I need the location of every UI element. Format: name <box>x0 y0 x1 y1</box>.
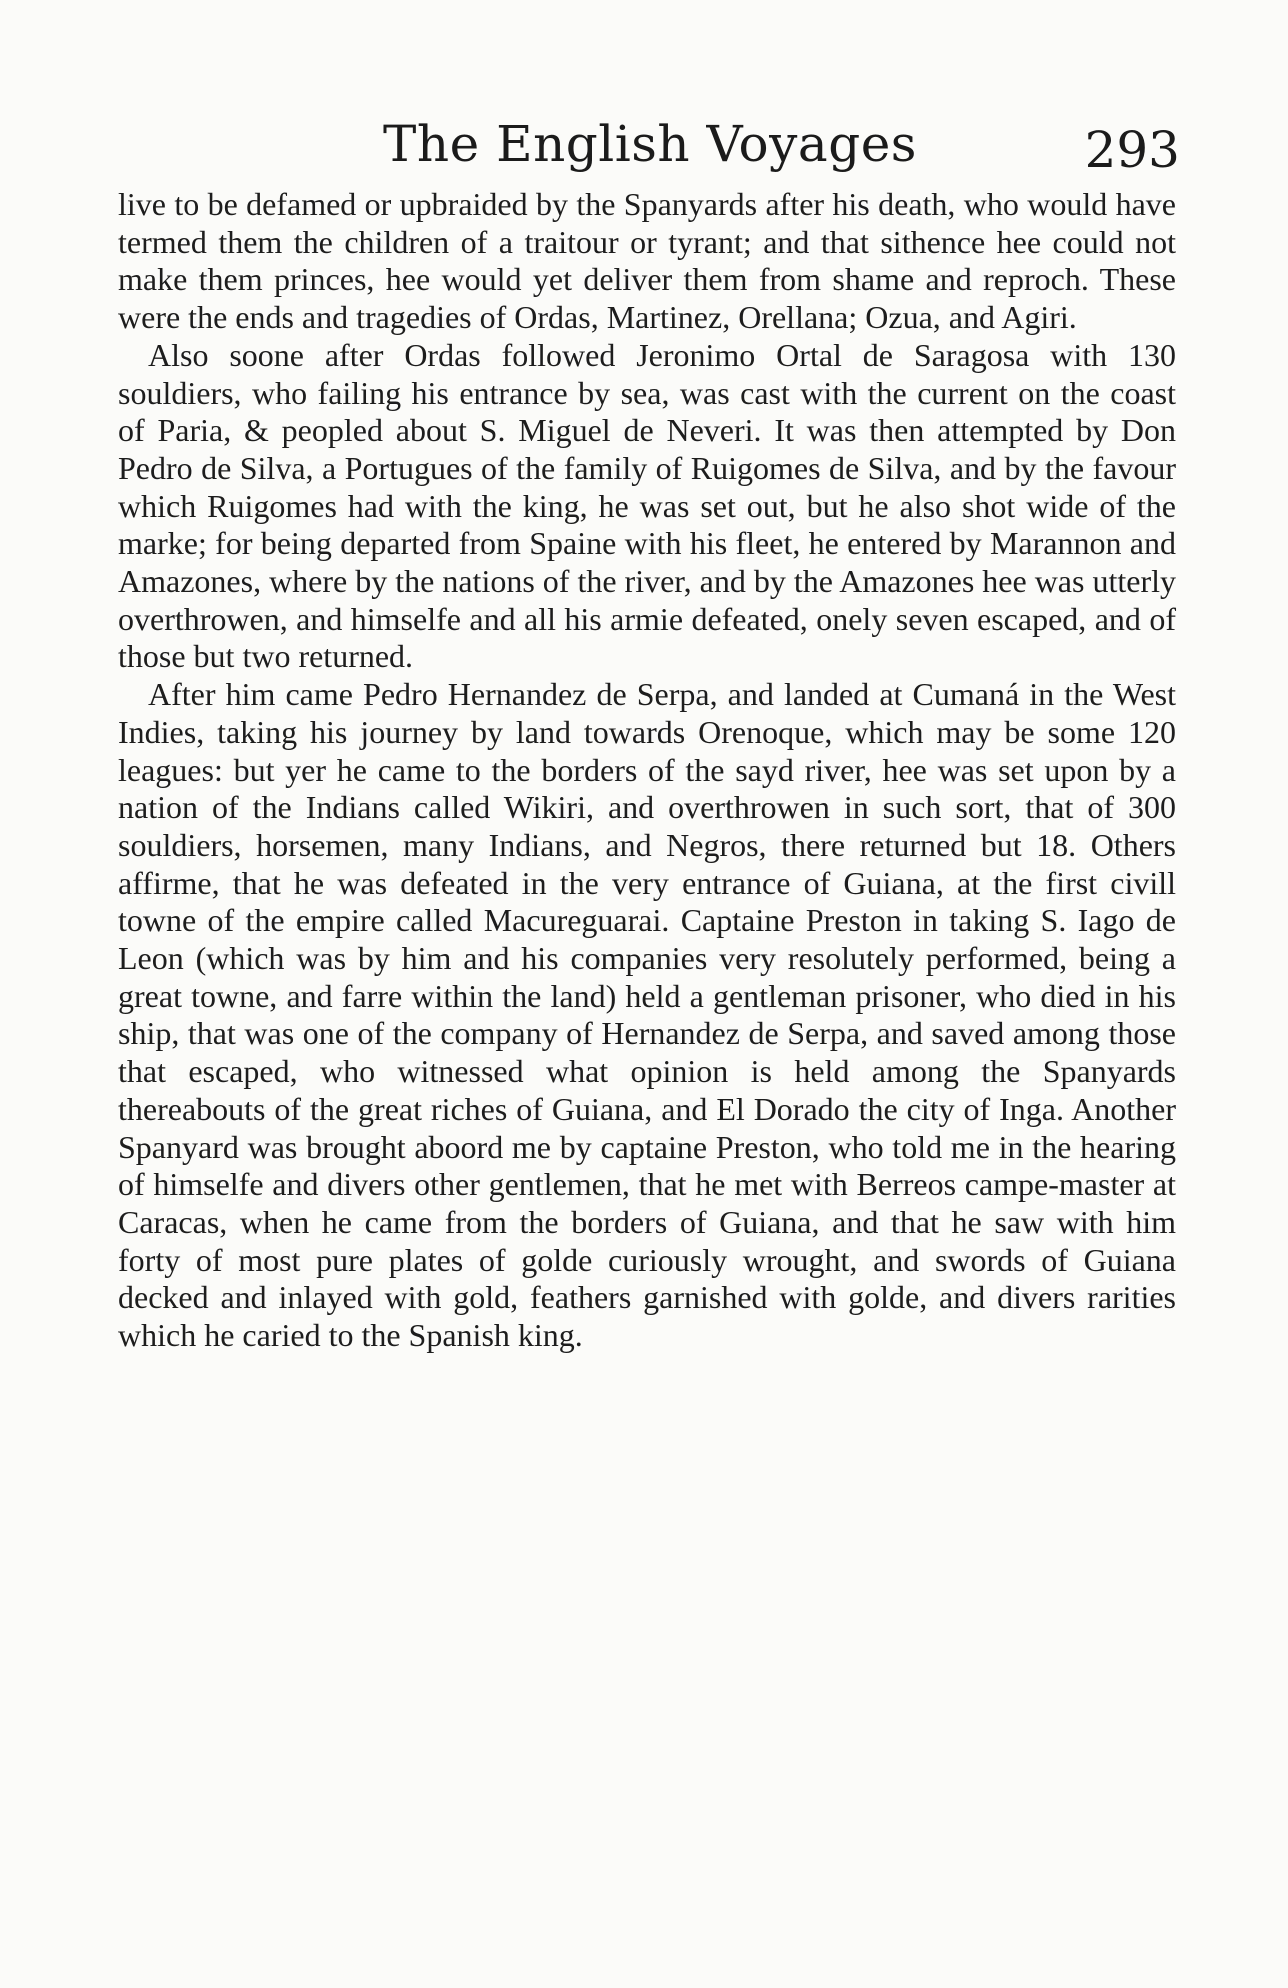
paragraph-hernandez-serpa: After him came Pedro Hernandez de Serpa, and landed at Cumaná in the West Indies, taking his journey by land towards Orenoque, which may be some 120 leagues: but yer he came to the borders of the sayd river, hee was set upon by a nation of the Indians called Wikiri, and overthrowen in such sort, that of 300 souldiers, horsemen, many Indians, and Negros, there returned but 18. Others affirme, that he was defeated in the very entrance of Guiana, at the first civill towne of the empire called Macureguarai. Captaine Preston in taking S. Iago de Leon (which was by him and his companies very resolutely performed, being a great towne, and farre within the land) held a gentleman prisoner, who died in his ship, that was one of the company of Hernandez de Serpa, and saved among those that escaped, who witnessed what opinion is held among the Spanyards thereabouts of the great riches of Guiana, and El Dorado the city of Inga. Another Spanyard was brought aboord me by captaine Preston, who told me in the hearing of himselfe and divers other gentlemen, that he met with Berreos campe-master at Caracas, when he came from the borders of Guiana, and that he saw with him forty of most pure plates of golde curiously wrought, and swords of Guiana decked and inlayed with gold, feathers garnished with golde, and divers rarities which he caried to the Spanish king. <box>118 676 1176 1354</box>
page-header <box>120 112 1180 182</box>
running-title: The English Voyages <box>383 115 917 173</box>
paragraph-ortal-silva: Also soone after Ordas followed Jeronimo Ortal de Saragosa with 130 souldiers, who failing his entrance by sea, was cast with the current on the coast of Paria, & peopled about S. Miguel de Neveri. It was then attempted by Don Pedro de Silva, a Portugues of the family of Ruigomes de Silva, and by the favour which Ruigomes had with the king, he was set out, but he also shot wide of the marke; for being departed from Spaine with his fleet, he entered by Marannon and Amazones, where by the nations of the river, and by the Amazones hee was utterly overthrowen, and himselfe and all his armie defeated, onely seven escaped, and of those but two returned. <box>118 336 1176 675</box>
page-number: 293 <box>1084 121 1180 179</box>
paragraph-continued: live to be defamed or upbraided by the Spanyards after his death, who would have termed them the children of a traitour or tyrant; and that sithence hee could not make them princes, hee would yet deliver them from shame and reproch. These were the ends and tragedies of Ordas, Martinez, Orellana; Ozua, and Agiri. <box>118 186 1176 336</box>
body-text <box>118 186 1176 1355</box>
